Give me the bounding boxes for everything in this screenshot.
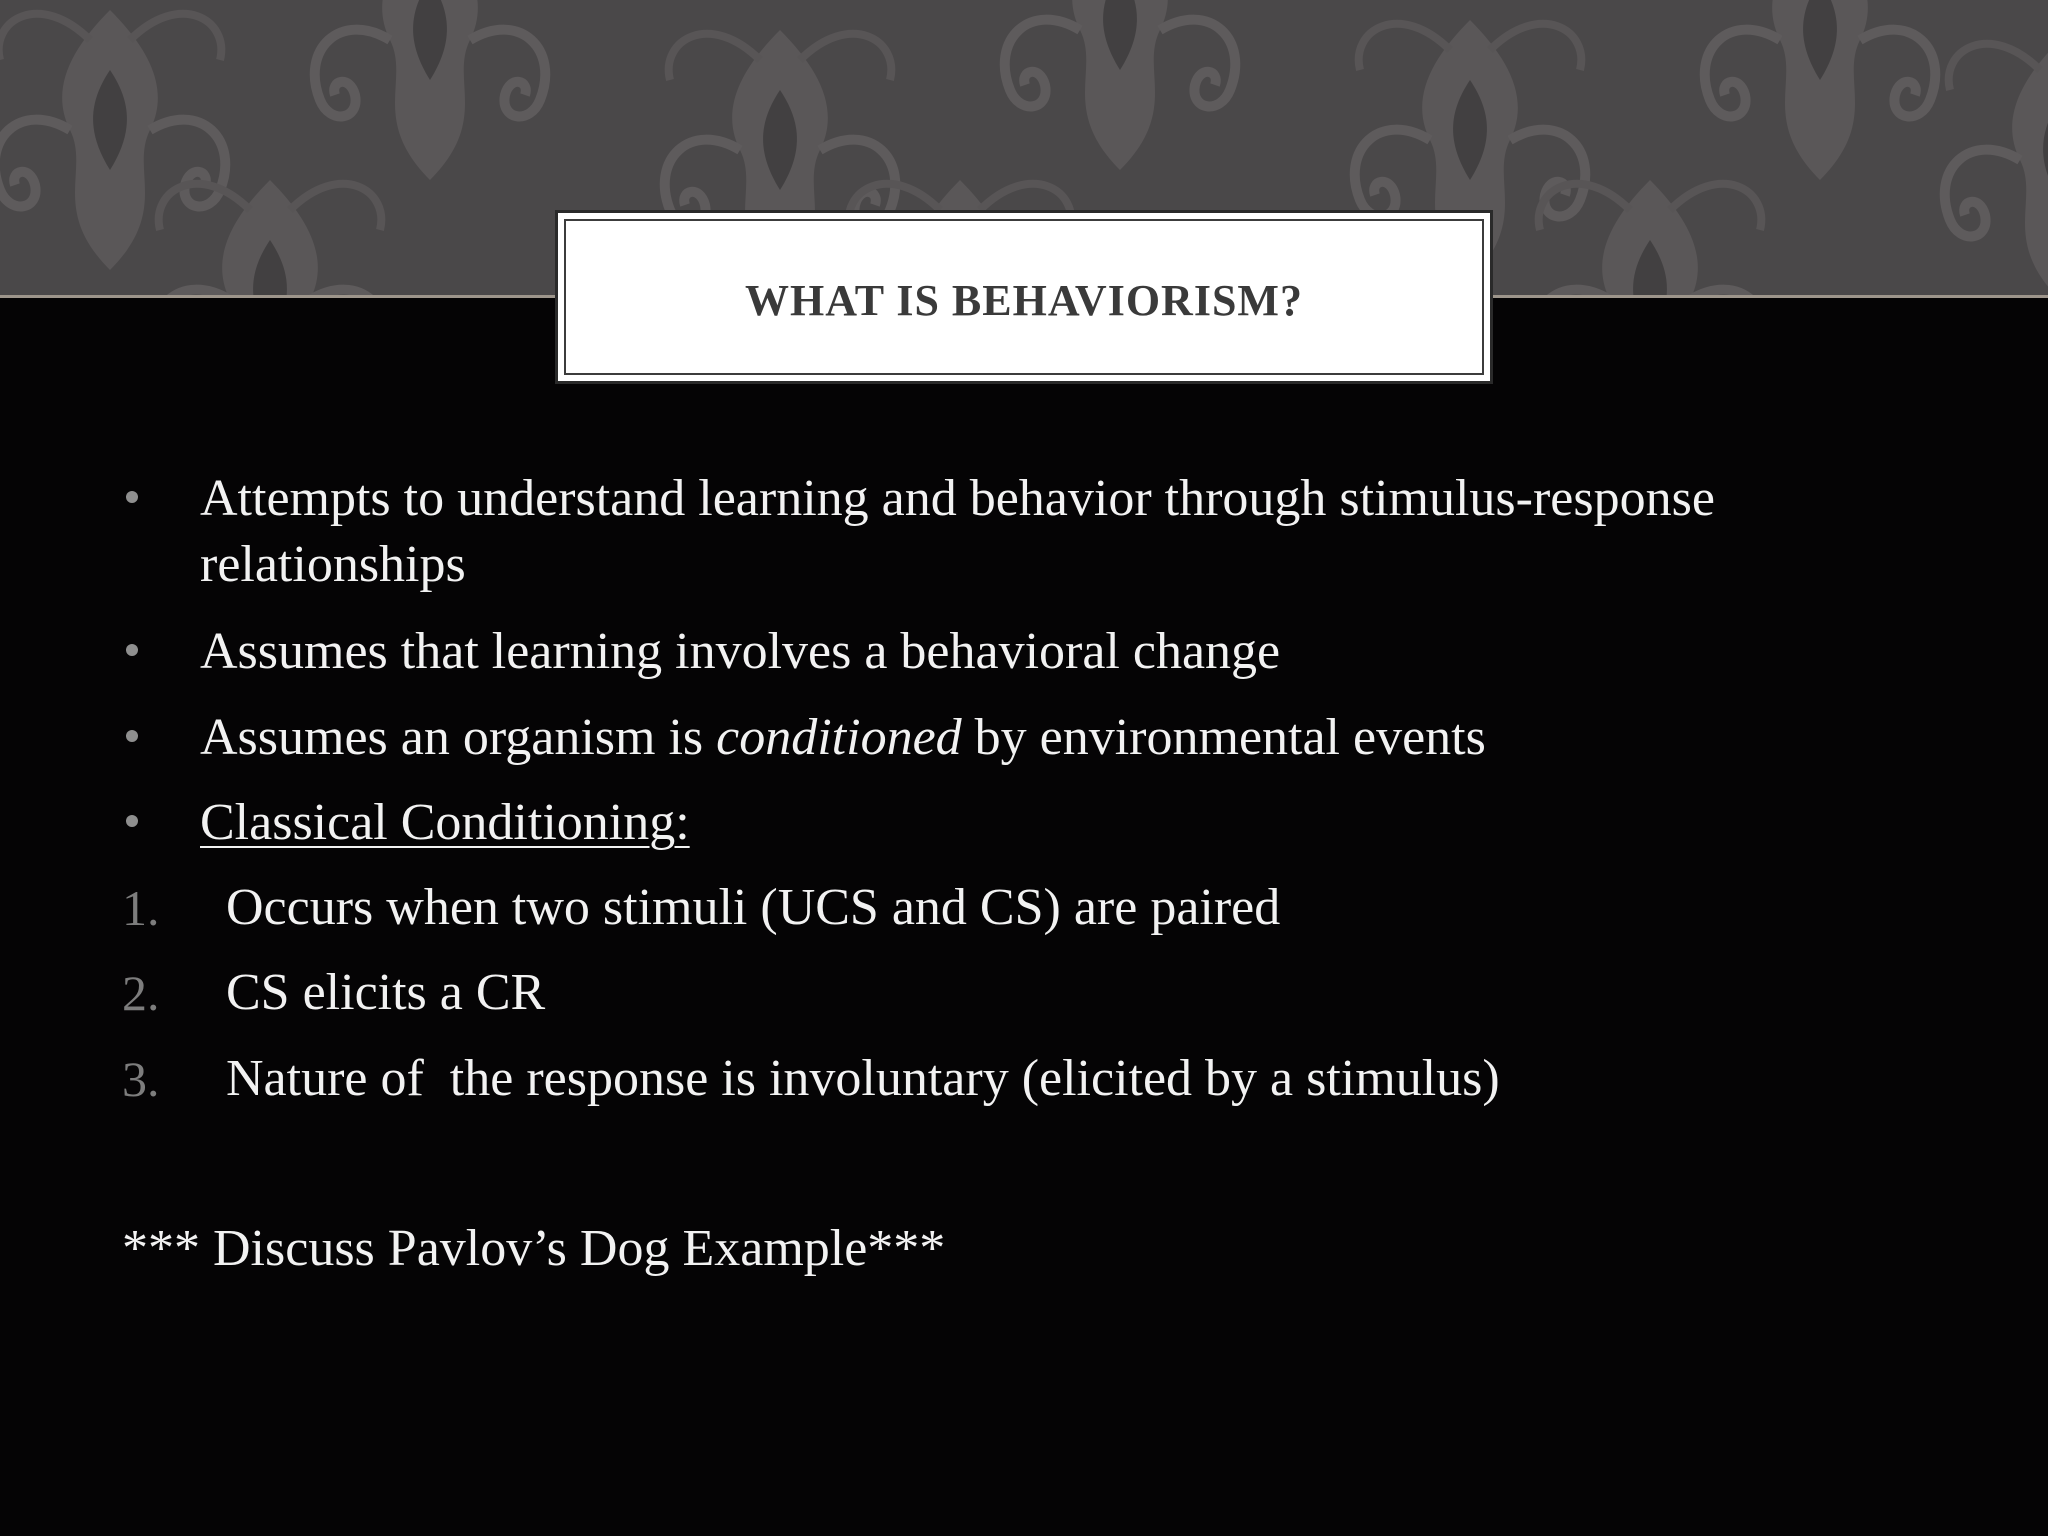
bullet-3-text-after: by environmental events (961, 709, 1486, 766)
bullet-marker (126, 730, 138, 742)
numbered-item-1-text: Occurs when two stimuli (UCS and CS) are paired (226, 879, 1281, 936)
bullet-1-line-1: Attempts to understand learning and behavior through stimulus-response (200, 470, 1715, 527)
numbered-item-3-text: Nature of the response is involuntary (elicited by a stimulus) (226, 1050, 1500, 1107)
bullet-marker (126, 815, 138, 827)
bullet-4 (200, 790, 690, 856)
numbered-item-1-number: 1. (122, 880, 160, 936)
discussion-note: *** Discuss Pavlov’s Dog Example*** (122, 1220, 946, 1277)
numbered-item-2-text: CS elicits a CR (226, 964, 546, 1021)
numbered-item-3-number: 3. (122, 1051, 160, 1107)
bullet-3-italic-term: conditioned (716, 709, 962, 766)
bullet-marker (126, 491, 138, 503)
bullet-1-line-2: relationships (200, 536, 466, 593)
bullet-3-text-before: Assumes an organism is (200, 709, 717, 766)
numbered-item-2-number: 2. (122, 965, 160, 1021)
classical-conditioning-heading: Classical Conditioning: (200, 794, 690, 851)
bullet-2: Assumes that learning involves a behavioral change (200, 623, 1281, 680)
bullet-3 (200, 705, 1486, 771)
bullet-marker (126, 644, 138, 656)
slide-title: WHAT IS BEHAVIORISM? (745, 275, 1303, 325)
